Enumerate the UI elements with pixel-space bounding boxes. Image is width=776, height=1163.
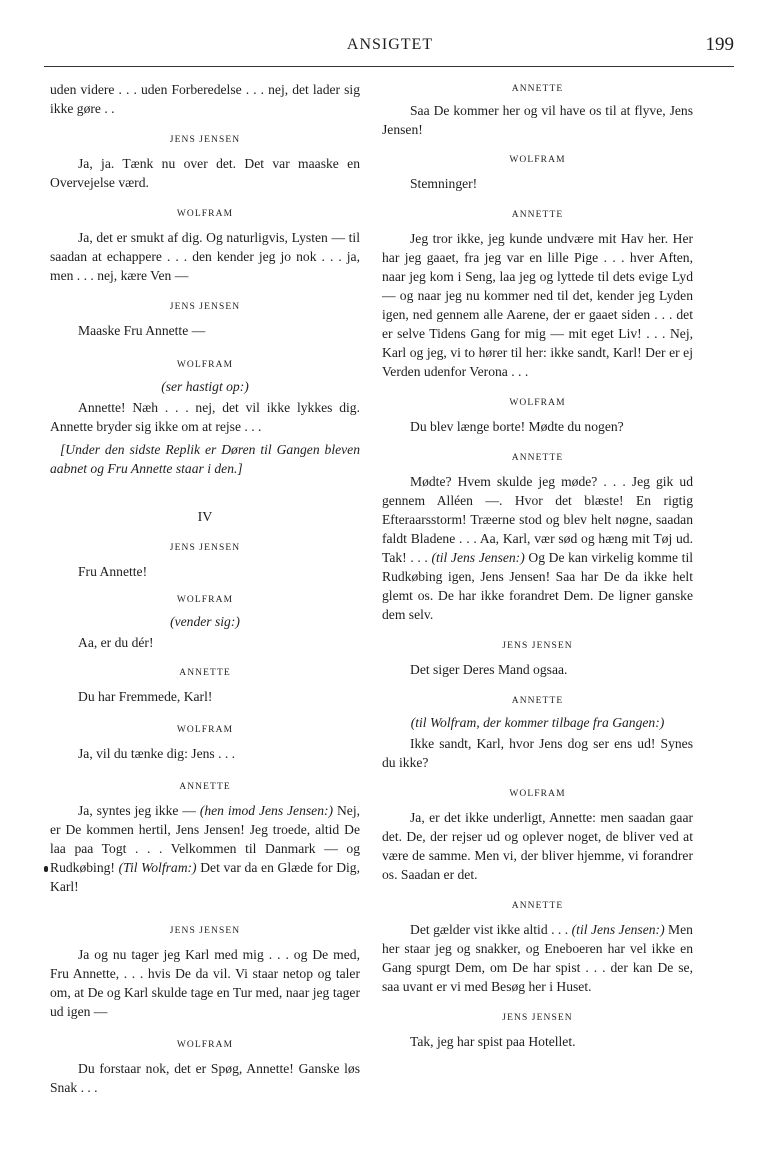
- speech: Mødte? Hvem skulde jeg møde? . . . Jeg gik ud gennem Alléen —. Hvor det blæste! En rigtig Efteraarsstorm! Træerne stod og blev helt nøgne, saadan faldt Bladene . . . Aa, Karl, vær sød og hæng mit Tøj ud. Tak! . . .: [382, 474, 693, 565]
- stage-direction-inline: (til Jens Jensen:): [431, 550, 525, 565]
- paragraph: Ja, det er smukt af dig. Og naturligvis, Lysten — til saadan at echappere . . . den kender jeg jo nok . . . ja, men . . . nej, kære Ven —: [50, 230, 360, 283]
- speaker-jens-jensen: JENS JENSEN: [169, 926, 241, 936]
- stage-direction: (ser hastigt op:): [161, 379, 249, 394]
- speaker-wolfram: WOLFRAM: [176, 725, 234, 735]
- speaker-wolfram: WOLFRAM: [176, 209, 234, 219]
- speaker-annette: ANNETTE: [511, 210, 564, 220]
- stage-direction-inline: (Til Wolfram:): [118, 860, 197, 875]
- stage-direction-inline: (hen imod Jens Jensen:): [199, 803, 334, 818]
- paragraph: Ja, ja. Tænk nu over det. Det var maaske en Overvejelse værd.: [50, 156, 360, 190]
- speaker-annette: ANNETTE: [511, 84, 564, 94]
- speaker-jens-jensen: JENS JENSEN: [169, 543, 241, 553]
- speaker-wolfram: WOLFRAM: [509, 398, 566, 408]
- running-header: [46, 34, 734, 58]
- right-column: [382, 80, 693, 1051]
- speech: Og De kan virkelig komme til Rudkøbing igen, Jens Jensen! Saa har De da ikke helt glemt os. De har ikke forandret Dem. De ligner ganske dem selv.: [382, 550, 694, 622]
- paragraph: [50, 801, 360, 896]
- speaker-jens-jensen: JENS JENSEN: [502, 1013, 573, 1023]
- left-column: [50, 80, 360, 1097]
- speech: Ja, syntes jeg ikke —: [78, 803, 196, 818]
- stage-direction: (til Wolfram, der kommer tilbage fra Gangen:): [410, 715, 665, 730]
- speaker-jens-jensen: JENS JENSEN: [502, 641, 573, 651]
- paragraph: Maaske Fru Annette —: [78, 323, 206, 338]
- speaker-wolfram: WOLFRAM: [176, 1040, 234, 1050]
- speech: Men her staar jeg og snakker, og Eneboeren har vel ikke en Gang spurgt Dem, om De har spist . . . der kan De se, saa uvant er vi med Besøg her i Huset.: [382, 922, 693, 994]
- paragraph: Aa, er du dér!: [78, 635, 154, 650]
- stage-direction: (vender sig:): [170, 614, 240, 629]
- speaker-annette: ANNETTE: [511, 901, 564, 911]
- speech: Det gælder vist ikke altid . . .: [410, 922, 569, 937]
- page-number: 199: [705, 34, 734, 55]
- header-rule: [44, 66, 734, 67]
- paragraph: Du blev længe borte! Mødte du nogen?: [410, 419, 624, 434]
- paragraph: Tak, jeg har spist paa Hotellet.: [410, 1034, 576, 1049]
- speaker-annette: ANNETTE: [179, 782, 231, 792]
- speaker-jens-jensen: JENS JENSEN: [169, 135, 241, 145]
- speaker-wolfram: WOLFRAM: [509, 789, 566, 799]
- speaker-wolfram: WOLFRAM: [509, 155, 566, 165]
- paragraph: Du forstaar nok, det er Spøg, Annette! Ganske løs Snak . . .: [50, 1061, 360, 1095]
- speaker-annette: ANNETTE: [511, 453, 564, 463]
- paragraph: Annette! Næh . . . nej, det vil ikke lykkes dig. Annette bryder sig ikke om at rejse . . .: [50, 400, 360, 434]
- paragraph: Du har Fremmede, Karl!: [78, 689, 213, 704]
- speech: Det var da en Glæde for Dig, Karl!: [50, 860, 360, 894]
- paragraph: Jeg tror ikke, jeg kunde undvære mit Hav her. Her har jeg gaaet, fra jeg var en lille Pige . . . hver Aften, naar jeg kom i Seng, laa jeg og lyttede til dets evige Lyd — og naar jeg nu kommer ned til det, kender jeg Lyden igen, ned gennem alle Aarene, der er gaaet siden . . . det er selve Tidens Gang for mig — mit eget Liv! . . . Nej, Karl og jeg, vi to hører til her: ikke sandt, Karl! Der er ej Verden udenfor Verona . . .: [382, 231, 693, 379]
- paragraph: [382, 472, 693, 624]
- speaker-annette: ANNETTE: [179, 668, 231, 678]
- running-title: ANSIGTET: [346, 36, 434, 53]
- speaker-annette: ANNETTE: [511, 696, 564, 706]
- stage-direction-block: [Under den sidste Replik er Døren til Gangen bleven aabnet og Fru Annette staar i den.]: [50, 442, 360, 476]
- paragraph: Det siger Deres Mand ogsaa.: [410, 662, 568, 677]
- scene-number: IV: [197, 510, 213, 525]
- speaker-wolfram: WOLFRAM: [176, 360, 234, 370]
- paragraph: Stemninger!: [410, 176, 478, 191]
- speaker-wolfram: WOLFRAM: [176, 595, 234, 605]
- ink-speck: [44, 866, 48, 872]
- paragraph: Ja, er det ikke underligt, Annette: men saadan gaar det. De, der rejser ud og oplever noget, de bliver ved at være de samme. Men vi, der bliver hjemme, vi forandrer os. Saadan er det.: [382, 810, 693, 882]
- paragraph: [382, 920, 693, 996]
- paragraph: Ja, vil du tænke dig: Jens . . .: [78, 746, 236, 761]
- speaker-jens-jensen: JENS JENSEN: [169, 302, 241, 312]
- paragraph: uden videre . . . uden Forberedelse . . . nej, det lader sig ikke gøre . .: [50, 82, 360, 116]
- paragraph: Fru Annette!: [78, 564, 148, 579]
- paragraph: Saa De kommer her og vil have os til at flyve, Jens Jensen!: [382, 103, 693, 137]
- paragraph: Ja og nu tager jeg Karl med mig . . . og De med, Fru Annette, . . . hvis De da vil. Vi staar netop og taler om, at De og Karl skulde tage en Tur med, naar jeg tager ud igen —: [50, 947, 360, 1019]
- speech: Nej, er De kommen hertil, Jens Jensen! Jeg troede, altid De laa paa Togt . . . Velkommen til Danmark — og Rudkøbing!: [50, 803, 361, 875]
- paragraph: Ikke sandt, Karl, hvor Jens dog ser ens ud! Synes du ikke?: [382, 736, 693, 770]
- stage-direction-inline: (til Jens Jensen:): [571, 922, 665, 937]
